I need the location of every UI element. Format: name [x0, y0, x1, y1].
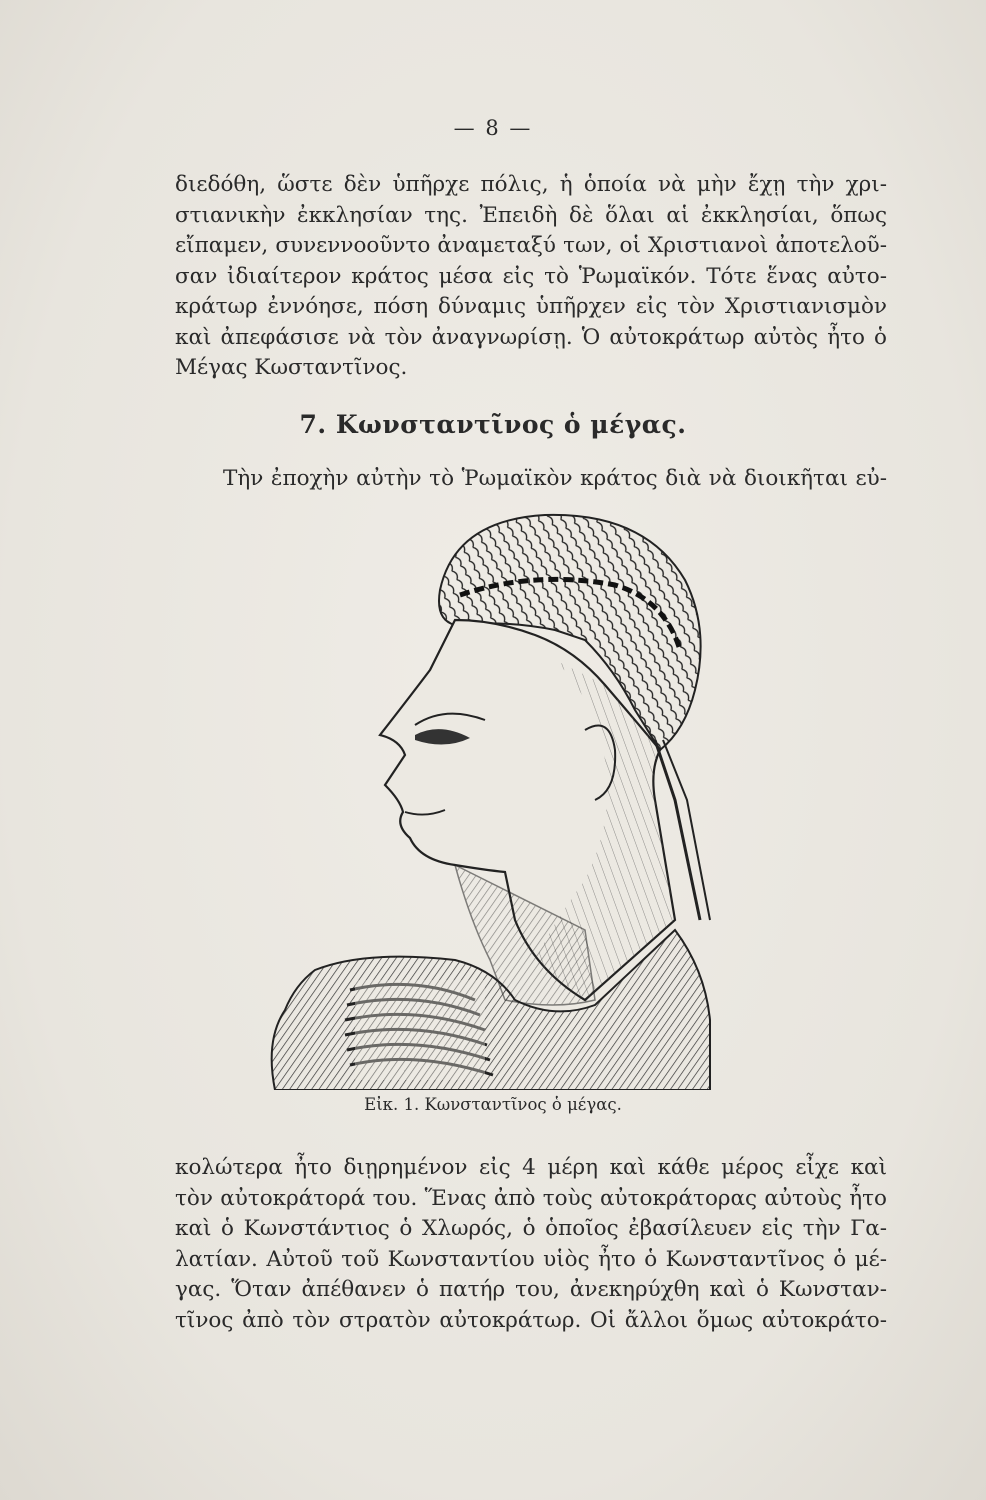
text-line: τῖνος ἀπὸ τὸν στρατὸν αὐτοκράτωρ. Οἱ ἄλλοι ὅμως αὐτοκράτο- — [175, 1307, 887, 1333]
text-line: καὶ ἀπεφάσισε νὰ τὸν ἀναγνωρίσῃ. Ὁ αὐτοκράτωρ αὐτὸς ἦτο ὁ — [175, 324, 887, 350]
paragraph-3 — [175, 1153, 887, 1336]
text-line: τὸν αὐτοκράτορά του. Ἕνας ἀπὸ τοὺς αὐτοκράτορας αὐτοὺς ἦτο — [175, 1185, 887, 1211]
text-line: διεδόθη, ὥστε δὲν ὑπῆρχε πόλις, ἡ ὁποία νὰ μὴν ἔχῃ τὴν χρι- — [175, 172, 887, 197]
section-heading: 7. Κωνσταντῖνος ὁ μέγας. — [299, 410, 687, 439]
text-line: γας. Ὅταν ἀπέθανεν ὁ πατήρ του, ἀνεκηρύχθη καὶ ὁ Κωνσταν- — [175, 1277, 887, 1302]
paragraph-1 — [175, 170, 887, 384]
paragraph-2-first-line: Τὴν ἐποχὴν αὐτὴν τὸ Ῥωμαϊκὸν κράτος διὰ νὰ διοικῆται εὐ- — [223, 466, 887, 491]
text-line: Μέγας Κωσταντῖνος. — [175, 355, 408, 380]
page-number: — 8 — — [453, 116, 533, 140]
text-line: κράτωρ ἐννόησε, πόση δύναμις ὑπῆρχεν εἰς τὸν Χριστιανισμὸν — [175, 294, 887, 319]
text-line: κολώτερα ἦτο διῃρημένον εἰς 4 μέρη καὶ κάθε μέρος εἶχε καὶ — [175, 1155, 887, 1180]
text-line: καὶ ὁ Κωνστάντιος ὁ Χλωρός, ὁ ὁποῖος ἐβασίλευεν εἰς τὴν Γα- — [175, 1216, 887, 1241]
constantine-portrait-engraving — [255, 500, 715, 1090]
figure-caption: Εἰκ. 1. Κωνσταντῖνος ὁ μέγας. — [364, 1095, 622, 1114]
text-line: σαν ἰδιαίτερον κράτος μέσα εἰς τὸ Ῥωμαϊκόν. Τότε ἕνας αὐτο- — [175, 263, 887, 289]
text-line: στιανικὴν ἐκκλησίαν της. Ἐπειδὴ δὲ ὅλαι αἱ ἐκκλησίαι, ὅπως — [175, 202, 887, 228]
text-line: εἴπαμεν, συνεννοοῦντο ἀναμεταξύ των, οἱ Χριστιανοὶ ἀποτελοῦ- — [175, 233, 887, 258]
text-line: λατίαν. Αὐτοῦ τοῦ Κωνσταντίου υἱὸς ἦτο ὁ Κωνσταντῖνος ὁ μέ- — [175, 1246, 887, 1272]
